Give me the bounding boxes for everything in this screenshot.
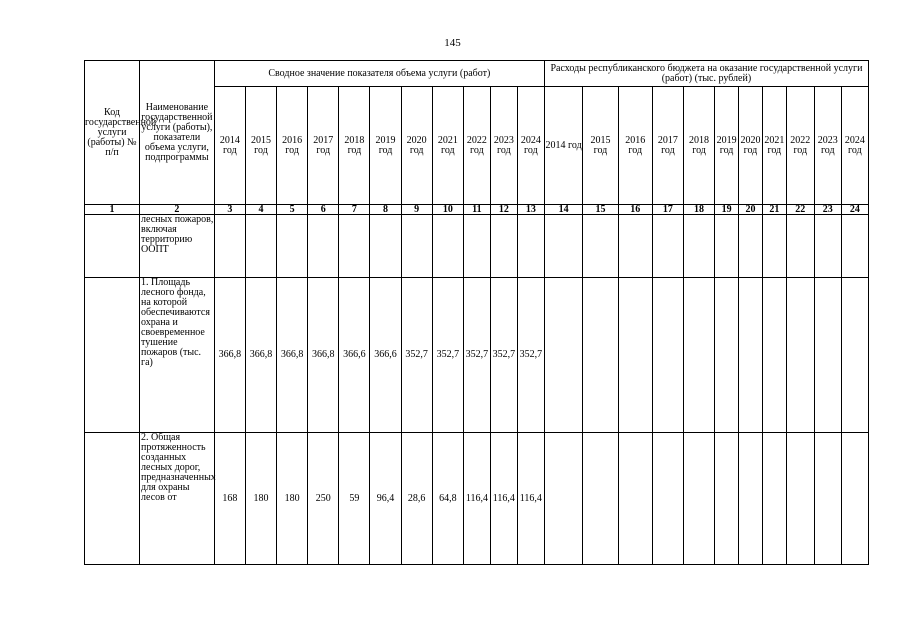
volume-year-header: 2016 год xyxy=(277,87,308,205)
budget-cell xyxy=(583,278,618,433)
header-code: Код государственной услуги (работы) № п/п xyxy=(85,61,140,205)
budget-cell xyxy=(683,433,714,565)
volume-cell: 352,7 xyxy=(490,278,517,433)
budget-cell xyxy=(762,433,786,565)
column-number: 23 xyxy=(814,205,841,215)
budget-year-header: 2017 год xyxy=(652,87,683,205)
budget-cell xyxy=(618,433,652,565)
budget-year-header: 2021 год xyxy=(762,87,786,205)
budget-table xyxy=(84,60,869,565)
budget-cell xyxy=(652,278,683,433)
volume-year-header: 2024 год xyxy=(517,87,544,205)
header-name: Наименование государственной услуги (работы), показатели объема услуги, подпрограммы xyxy=(140,61,215,205)
volume-cell: 366,8 xyxy=(214,278,245,433)
volume-cell: 116,4 xyxy=(517,433,544,565)
volume-cell xyxy=(308,215,339,278)
budget-cell xyxy=(683,215,714,278)
column-number: 24 xyxy=(841,205,868,215)
volume-year-header: 2020 год xyxy=(401,87,432,205)
budget-cell xyxy=(739,433,763,565)
budget-year-header: 2020 год xyxy=(739,87,763,205)
volume-cell xyxy=(517,215,544,278)
row-code xyxy=(85,215,140,278)
column-number: 10 xyxy=(432,205,463,215)
volume-year-header: 2015 год xyxy=(245,87,276,205)
row-name: 1. Площадь лесного фонда, на которой обеспечиваются охрана и своевременное тушение пожаров (тыс. га) xyxy=(140,278,215,433)
column-number: 11 xyxy=(463,205,490,215)
volume-cell: 366,8 xyxy=(308,278,339,433)
budget-year-header: 2024 год xyxy=(841,87,868,205)
volume-year-header: 2019 год xyxy=(370,87,401,205)
volume-cell xyxy=(339,215,370,278)
volume-year-header: 2023 год xyxy=(490,87,517,205)
budget-year-header: 2019 год xyxy=(715,87,739,205)
budget-cell xyxy=(652,433,683,565)
column-number: 3 xyxy=(214,205,245,215)
column-number: 5 xyxy=(277,205,308,215)
column-number: 6 xyxy=(308,205,339,215)
budget-cell xyxy=(739,278,763,433)
volume-cell: 180 xyxy=(245,433,276,565)
volume-cell: 352,7 xyxy=(401,278,432,433)
volume-cell: 96,4 xyxy=(370,433,401,565)
volume-cell: 352,7 xyxy=(432,278,463,433)
budget-cell xyxy=(739,215,763,278)
budget-cell xyxy=(652,215,683,278)
budget-cell xyxy=(544,278,582,433)
column-number: 20 xyxy=(739,205,763,215)
budget-cell xyxy=(786,433,814,565)
table-row xyxy=(85,433,869,565)
column-numbers-row xyxy=(85,205,869,215)
volume-cell: 250 xyxy=(308,433,339,565)
volume-cell: 116,4 xyxy=(490,433,517,565)
header-budget-group: Расходы республиканского бюджета на оказание государственной услуги (работ) (тыс. рублей) xyxy=(544,61,868,87)
column-number: 15 xyxy=(583,205,618,215)
volume-cell xyxy=(245,215,276,278)
budget-cell xyxy=(544,433,582,565)
volume-cell: 366,6 xyxy=(339,278,370,433)
table-row xyxy=(85,215,869,278)
column-number: 13 xyxy=(517,205,544,215)
budget-cell xyxy=(683,278,714,433)
budget-cell xyxy=(715,278,739,433)
row-code xyxy=(85,278,140,433)
volume-year-header: 2018 год xyxy=(339,87,370,205)
volume-cell xyxy=(277,215,308,278)
column-number: 2 xyxy=(140,205,215,215)
volume-year-header: 2021 год xyxy=(432,87,463,205)
budget-cell xyxy=(814,433,841,565)
column-number: 18 xyxy=(683,205,714,215)
volume-cell xyxy=(432,215,463,278)
budget-cell xyxy=(544,215,582,278)
budget-year-header: 2014 год xyxy=(544,87,582,205)
budget-cell xyxy=(786,215,814,278)
budget-cell xyxy=(715,215,739,278)
budget-cell xyxy=(841,278,868,433)
budget-year-header: 2016 год xyxy=(618,87,652,205)
column-number: 16 xyxy=(618,205,652,215)
budget-cell xyxy=(618,278,652,433)
budget-cell xyxy=(814,215,841,278)
volume-cell: 366,8 xyxy=(245,278,276,433)
volume-cell xyxy=(370,215,401,278)
budget-cell xyxy=(583,215,618,278)
volume-cell: 168 xyxy=(214,433,245,565)
volume-cell xyxy=(490,215,517,278)
column-number: 1 xyxy=(85,205,140,215)
column-number: 7 xyxy=(339,205,370,215)
volume-cell: 116,4 xyxy=(463,433,490,565)
budget-year-header: 2015 год xyxy=(583,87,618,205)
volume-cell: 180 xyxy=(277,433,308,565)
volume-year-header: 2014 год xyxy=(214,87,245,205)
budget-cell xyxy=(715,433,739,565)
volume-cell: 64,8 xyxy=(432,433,463,565)
column-number: 17 xyxy=(652,205,683,215)
budget-year-header: 2022 год xyxy=(786,87,814,205)
budget-cell xyxy=(583,433,618,565)
budget-cell xyxy=(762,278,786,433)
column-number: 14 xyxy=(544,205,582,215)
column-number: 21 xyxy=(762,205,786,215)
row-name: лесных пожаров, включая территорию ООПТ xyxy=(140,215,215,278)
volume-cell xyxy=(401,215,432,278)
volume-cell: 352,7 xyxy=(463,278,490,433)
volume-cell xyxy=(463,215,490,278)
row-name: 2. Общая протяженность созданных лесных дорог, предназначенных для охраны лесов от xyxy=(140,433,215,565)
volume-cell: 352,7 xyxy=(517,278,544,433)
budget-cell xyxy=(841,433,868,565)
column-number: 12 xyxy=(490,205,517,215)
column-number: 22 xyxy=(786,205,814,215)
volume-cell xyxy=(214,215,245,278)
volume-cell: 28,6 xyxy=(401,433,432,565)
column-number: 9 xyxy=(401,205,432,215)
column-number: 4 xyxy=(245,205,276,215)
volume-year-header: 2017 год xyxy=(308,87,339,205)
budget-cell xyxy=(618,215,652,278)
row-code xyxy=(85,433,140,565)
volume-year-header: 2022 год xyxy=(463,87,490,205)
header-volume-group: Сводное значение показателя объема услуги (работ) xyxy=(214,61,544,87)
budget-cell xyxy=(841,215,868,278)
budget-cell xyxy=(814,278,841,433)
page-number: 145 xyxy=(444,37,461,49)
volume-cell: 366,8 xyxy=(277,278,308,433)
column-number: 19 xyxy=(715,205,739,215)
column-number: 8 xyxy=(370,205,401,215)
budget-year-header: 2018 год xyxy=(683,87,714,205)
table-row xyxy=(85,278,869,433)
volume-cell: 59 xyxy=(339,433,370,565)
budget-cell xyxy=(786,278,814,433)
budget-year-header: 2023 год xyxy=(814,87,841,205)
volume-cell: 366,6 xyxy=(370,278,401,433)
budget-cell xyxy=(762,215,786,278)
